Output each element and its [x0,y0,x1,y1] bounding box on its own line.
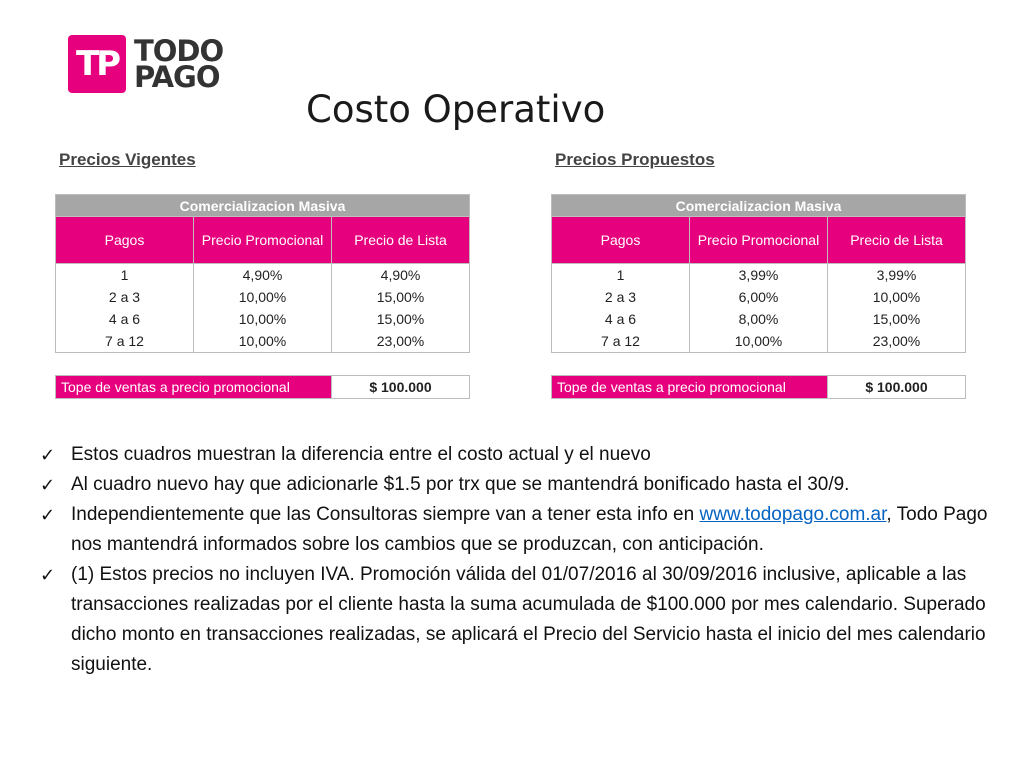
list-item [40,440,1000,470]
table-cell: 15,00% [332,308,470,330]
table-cell: 10,00% [690,330,828,353]
table-row [552,286,966,308]
table-cell: 1 [552,264,690,287]
precios-propuestos-section [551,150,965,399]
logo-mark [68,35,126,93]
table-cell: 4 a 6 [56,308,194,330]
todopago-link[interactable]: www.todopago.com.ar [699,504,887,525]
tope-ventas-label: Tope de ventas a precio promocional [552,376,828,399]
table-cell: 15,00% [332,286,470,308]
table-cell: 4 a 6 [552,308,690,330]
table-cell: 8,00% [690,308,828,330]
logo-line-2: PAGO [134,60,220,94]
logo-line-1: TODO [134,34,224,68]
table-row [56,308,470,330]
list-item [40,560,1000,680]
checkmark-icon: ✓ [40,505,56,525]
precios-propuestos-table [551,194,966,353]
precios-vigentes-table [55,194,470,353]
table-row [56,264,470,287]
tope-ventas-value: $ 100.000 [828,376,966,399]
table-cell: 10,00% [194,286,332,308]
table-cell: 10,00% [194,308,332,330]
table-cell: 7 a 12 [56,330,194,353]
table-row [56,330,470,353]
note-text: Independientemente que las Consultoras siempre van a tener esta info en [71,504,700,525]
list-item [40,470,1000,500]
table-cell: 23,00% [828,330,966,353]
tope-ventas-label: Tope de ventas a precio promocional [56,376,332,399]
table-cell: 10,00% [828,286,966,308]
table-cell: 2 a 3 [56,286,194,308]
table-cell: 23,00% [332,330,470,353]
table-cell: 4,90% [332,264,470,287]
precios-propuestos-title: Precios Propuestos [555,150,715,169]
table-row [552,308,966,330]
table-banner: Comercializacion Masiva [552,195,966,217]
precios-vigentes-title: Precios Vigentes [59,150,196,169]
table-cell: 15,00% [828,308,966,330]
table-row [552,330,966,353]
column-header: Pagos [552,217,690,264]
tope-ventas-table [55,375,470,399]
column-header: Precio de Lista [332,217,470,264]
table-row [552,264,966,287]
tope-ventas-value: $ 100.000 [332,376,470,399]
table-cell: 10,00% [194,330,332,353]
table-cell: 1 [56,264,194,287]
list-item [40,500,1000,560]
precios-vigentes-section [55,150,469,399]
column-header: Precio Promocional [690,217,828,264]
column-header: Pagos [56,217,194,264]
table-cell: 3,99% [828,264,966,287]
column-header: Precio de Lista [828,217,966,264]
table-cell: 6,00% [690,286,828,308]
checkmark-icon: ✓ [40,475,56,495]
table-cell: 7 a 12 [552,330,690,353]
logo-mark-text: TP [75,44,119,84]
tope-ventas-table [551,375,966,399]
logo-wordmark [134,34,224,94]
table-cell: 2 a 3 [552,286,690,308]
note-text: Estos cuadros muestran la diferencia entre el costo actual y el nuevo [71,444,651,465]
note-text: Al cuadro nuevo hay que adicionarle $1.5 por trx que se mantendrá bonificado hasta el 30/9. [71,474,850,495]
table-row [56,286,470,308]
note-text: (1) Estos precios no incluyen IVA. Promoción válida del 01/07/2016 al 30/09/2016 inclusive, aplicable a las transacciones realizadas por el cliente hasta la suma acumulada de $100.000 por mes calendario. Superado dicho monto en transacciones realizadas, se aplicará el Precio del Servicio hasta el inicio del mes calendario siguiente. [71,564,986,675]
note-text: , Todo Pago nos mantendrá informados sobre los cambios que se produzcan, con anticipación. [71,504,988,555]
notes-list [40,440,1000,680]
table-cell: 3,99% [690,264,828,287]
checkmark-icon: ✓ [40,565,56,585]
slide-title: Costo Operativo [306,88,606,131]
todo-pago-logo [68,35,223,93]
checkmark-icon: ✓ [40,445,56,465]
column-header: Precio Promocional [194,217,332,264]
table-banner: Comercializacion Masiva [56,195,470,217]
table-cell: 4,90% [194,264,332,287]
